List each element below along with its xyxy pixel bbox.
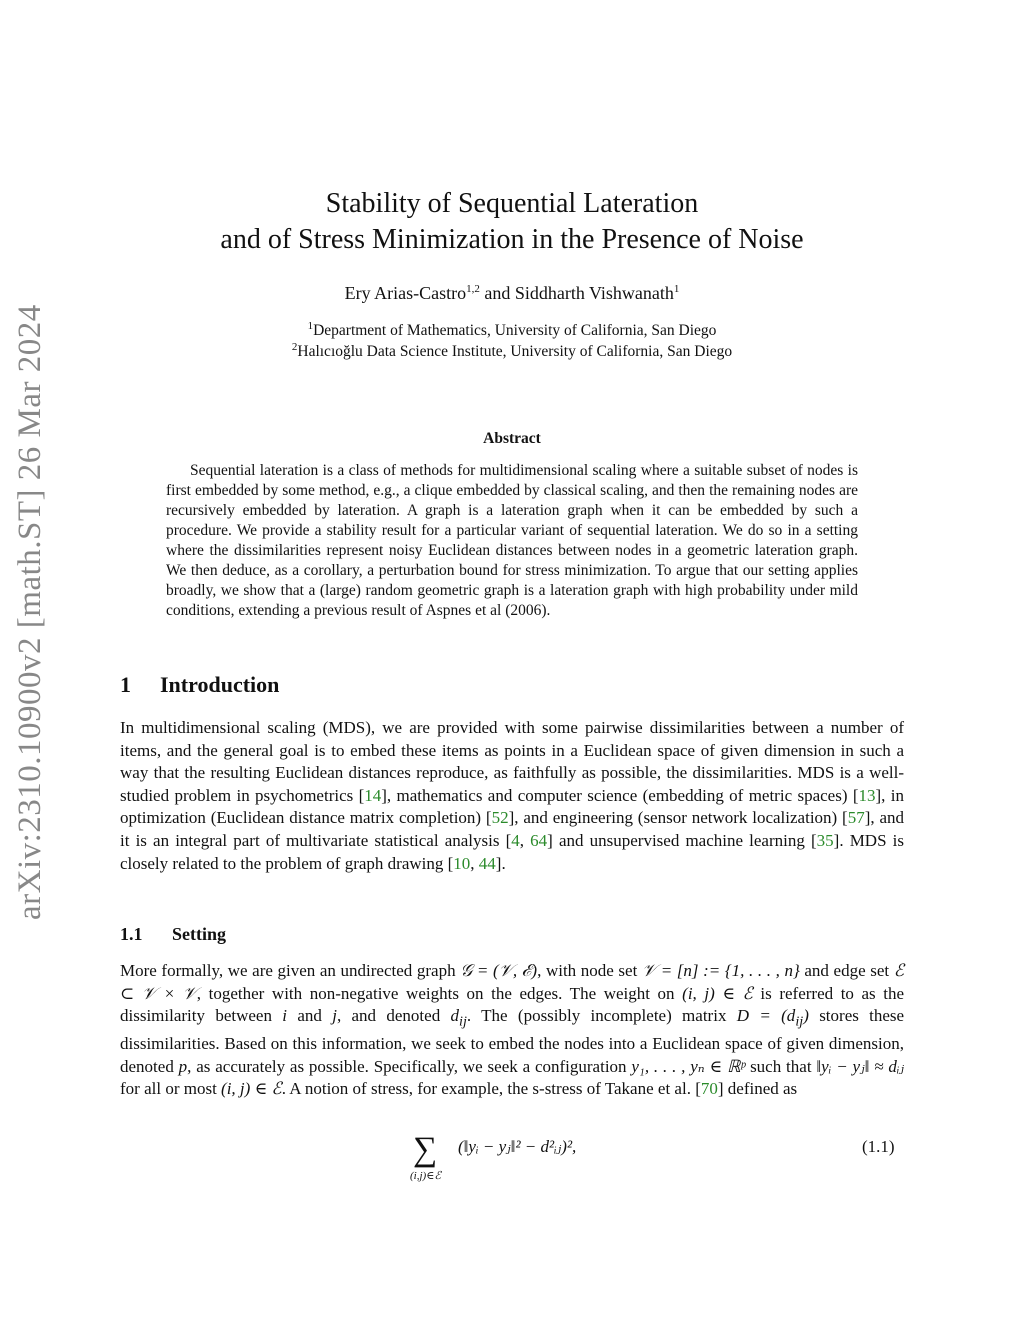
display-equation xyxy=(0,1133,1024,1193)
citation-link[interactable]: 57 xyxy=(847,808,865,828)
author-2-affil-marker: 1 xyxy=(673,283,680,295)
intro-text: ] and unsupervised machine learning [ xyxy=(547,830,817,850)
math-inline: ) xyxy=(803,1006,809,1026)
summation-symbol: ∑ xyxy=(413,1131,438,1168)
setting-text: More formally, we are given an undirected graph xyxy=(120,961,456,980)
citation-link[interactable]: 64 xyxy=(530,830,548,850)
citation-link[interactable]: 4 xyxy=(511,830,520,850)
math-subscript: ij xyxy=(459,1013,467,1030)
affiliation-2-text: Halıcıoğlu Data Science Institute, University of California, San Diego xyxy=(297,343,733,360)
setting-text: is referred to as the dissimilarity between xyxy=(120,983,905,1026)
intro-text: , xyxy=(470,853,479,873)
author-list xyxy=(120,283,904,304)
intro-paragraph xyxy=(120,717,904,875)
subsection-heading-setting xyxy=(120,924,226,945)
math-subscript: ij xyxy=(795,1013,804,1030)
math-inline: ‖yᵢ − yⱼ‖ ≈ dᵢⱼ xyxy=(816,1056,905,1076)
affiliation-2 xyxy=(120,341,904,362)
intro-text: ], mathematics and computer science (embedding of metric spaces) [ xyxy=(381,785,859,805)
setting-paragraph xyxy=(120,960,904,1101)
math-inline: D = (d xyxy=(736,1006,796,1026)
math-inline: d xyxy=(450,1006,460,1026)
citation-link[interactable]: 44 xyxy=(478,853,496,873)
setting-text: ] defined as xyxy=(717,1079,798,1099)
math-inline: j xyxy=(332,1006,337,1026)
summation-subscript: (i,j)∈ℰ xyxy=(410,1170,441,1182)
setting-text: . A notion of stress, for example, the s-stress of Takane et al. [ xyxy=(281,1079,701,1099)
setting-text: and edge set xyxy=(804,961,890,980)
title-line-2: and of Stress Minimization in the Presence of Noise xyxy=(220,224,804,255)
intro-text: ], and engineering (sensor network localization) [ xyxy=(508,808,848,828)
setting-text: . The (possibly incomplete) matrix xyxy=(466,1006,727,1026)
intro-text: , xyxy=(519,830,531,850)
author-conjunction: and xyxy=(484,283,511,303)
paper-title xyxy=(120,186,904,258)
setting-text: , as accurately as possible. Specifically, we seek a configuration xyxy=(187,1056,627,1076)
subsection-number: 1.1 xyxy=(120,924,143,944)
section-heading-introduction xyxy=(120,672,279,698)
affiliations xyxy=(120,320,904,362)
author-1-affil-marker: 1,2 xyxy=(466,283,480,295)
setting-text: such that xyxy=(750,1056,812,1076)
section-number: 1 xyxy=(120,672,131,697)
intro-text: In multidimensional scaling (MDS), we are provided with some pairwise dissimilarities between a number of items, and the general goal is to embed these items as points in a Euclidean space of given dimension in such a way that the resulting Euclidean distances reproduce, as faithfully as possible, the dissimilarities. MDS is a well-studied problem in psychometrics [ xyxy=(120,718,904,805)
citation-link[interactable]: 35 xyxy=(816,830,834,850)
author-1: Ery Arias-Castro xyxy=(344,283,467,303)
section-title: Introduction xyxy=(160,672,280,697)
setting-text: and xyxy=(297,1006,322,1026)
setting-text: , together with non-negative weights on the edges. The weight on xyxy=(196,983,675,1003)
math-inline: 𝒢 = (𝒱, ℰ) xyxy=(460,961,538,980)
intro-text: ]. MDS is closely related to the problem of graph drawing [ xyxy=(120,830,905,873)
author-2: Siddharth Vishwanath xyxy=(514,283,674,303)
arxiv-identifier: arXiv:2310.10900v2 [math.ST] 26 Mar 2024 xyxy=(12,304,48,920)
equation-number: (1.1) xyxy=(862,1137,895,1156)
intro-text: ], and it is an integral part of multivariate statistical analysis [ xyxy=(120,808,904,850)
affiliation-1 xyxy=(120,320,904,341)
citation-link[interactable]: 52 xyxy=(491,808,509,828)
affiliation-1-text: Department of Mathematics, University of California, San Diego xyxy=(313,322,717,339)
math-inline: i xyxy=(282,1006,288,1026)
setting-text: for all or most xyxy=(120,1079,217,1099)
math-inline: ℰ ⊂ 𝒱 × 𝒱 xyxy=(120,961,905,1003)
citation-link[interactable]: 10 xyxy=(453,853,471,873)
math-inline: 𝒱 = [n] := {1, . . . , n} xyxy=(641,961,800,980)
intro-text: ], in optimization (Euclidean distance matrix completion) [ xyxy=(120,785,905,828)
citation-link[interactable]: 14 xyxy=(364,785,382,805)
equation-expression: (‖yᵢ − yⱼ‖² − d²ᵢⱼ)², xyxy=(458,1137,577,1156)
abstract-text: Sequential lateration is a class of methods for multidimensional scaling where a suitable subset of nodes is first embedded by some method, e.g., a clique embedded by classical scaling, and then the remaining nodes are recursively embedded by lateration. A graph is a lateration graph when it can be embedded by such a procedure. We provide a stability result for a particular variant of sequential lateration. We do so in a setting where the dissimilarities represent noisy Euclidean distances between nodes in a geometric lateration graph. We then deduce, as a corollary, a perturbation bound for stress minimization. To argue that our setting applies broadly, we show that a (large) random geometric graph is a lateration graph with high probability under mild conditions, extending a previous result of Aspnes et al (2006). xyxy=(166,462,858,619)
abstract-heading: Abstract xyxy=(483,430,541,447)
setting-text: , and denoted xyxy=(336,1006,441,1026)
math-inline: p xyxy=(178,1056,188,1076)
subsection-title: Setting xyxy=(172,924,226,944)
setting-text: , with node set xyxy=(537,961,638,980)
title-line-1: Stability of Sequential Lateration xyxy=(325,188,699,219)
setting-text: stores these dissimilarities. Based on this information, we seek to embed the nodes into a Euclidean space of given dimension, denoted xyxy=(120,1006,905,1076)
math-inline: y₁, . . . , yₙ ∈ ℝᵖ xyxy=(631,1056,746,1076)
citation-link[interactable]: 13 xyxy=(858,785,876,805)
affiliation-1-marker: 1 xyxy=(307,319,314,332)
citation-link[interactable]: 70 xyxy=(700,1079,718,1099)
math-inline: (i, j) ∈ ℰ xyxy=(682,983,753,1003)
intro-text: ]. xyxy=(495,853,506,873)
affiliation-2-marker: 2 xyxy=(291,340,298,353)
math-inline: (i, j) ∈ ℰ xyxy=(221,1079,282,1099)
